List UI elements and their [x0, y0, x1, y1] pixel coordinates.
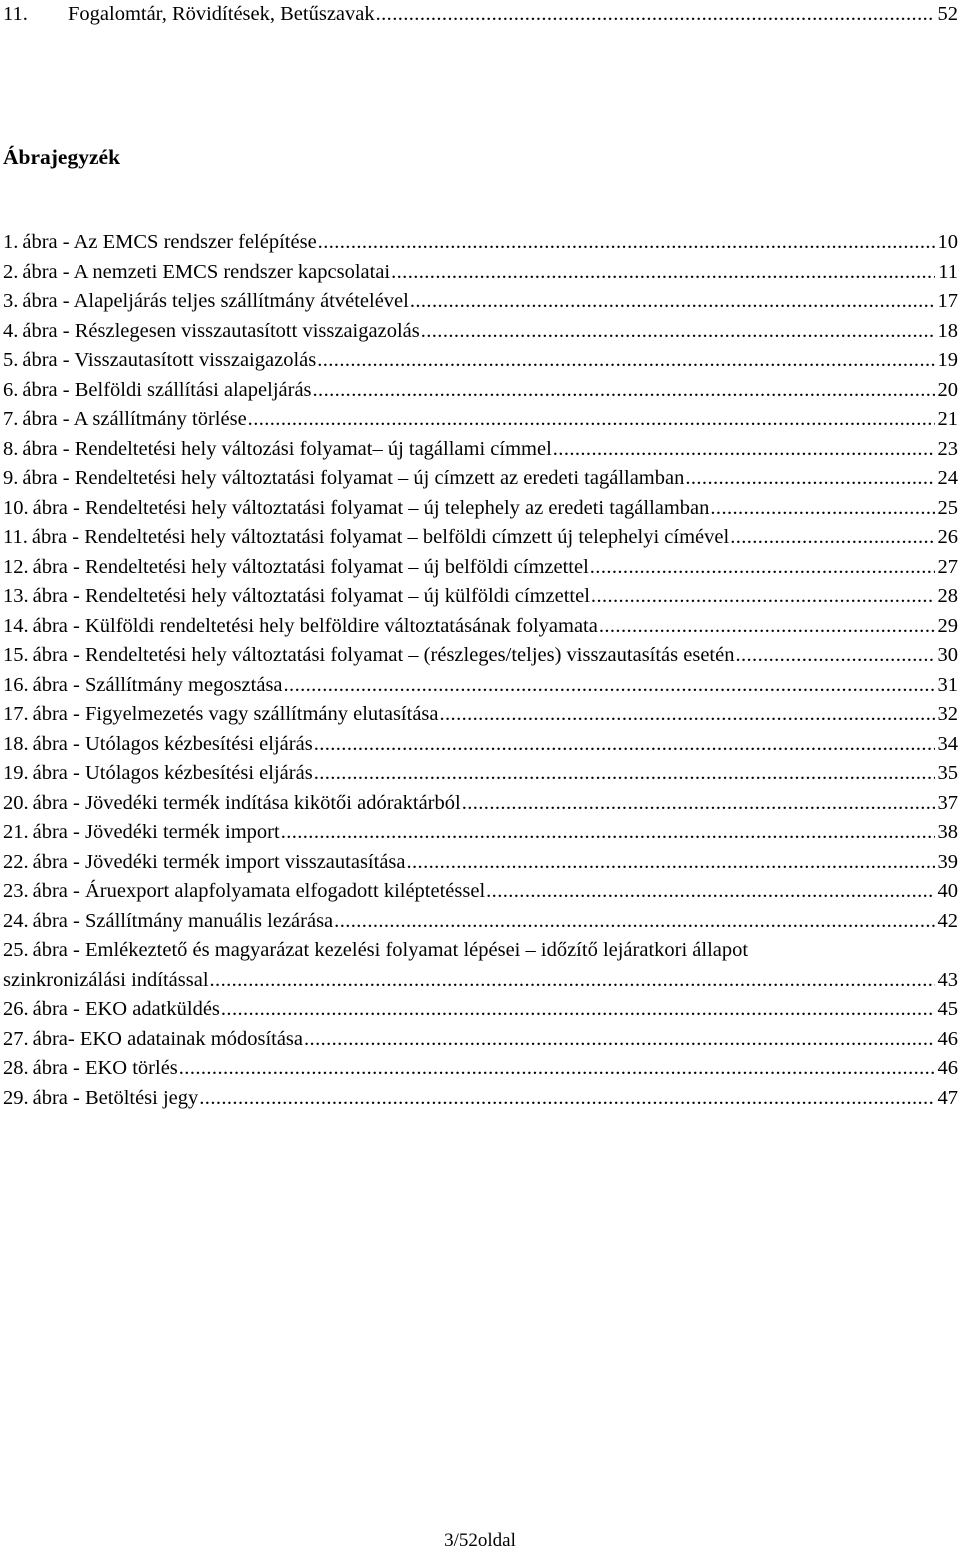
- figure-entry[interactable]: [3, 555, 958, 579]
- figure-page: 37: [937, 792, 958, 814]
- figure-title: ábra - Jövedéki termék import visszautasítása: [32, 851, 406, 873]
- figure-number: 5.: [3, 349, 19, 371]
- figure-title: ábra - Rendeltetési hely változási folyamat– új tagállami címmel: [22, 438, 552, 460]
- figure-title: ábra - Rendeltetési hely változtatási folyamat – új címzett az eredeti tagállamban: [22, 467, 685, 489]
- dot-leader: [313, 378, 935, 402]
- figure-entry[interactable]: [3, 525, 958, 549]
- dot-leader: [314, 732, 935, 756]
- figure-page: 31: [937, 674, 958, 696]
- figure-title: ábra - Utólagos kézbesítési eljárás: [32, 733, 313, 755]
- dot-leader: [281, 820, 935, 844]
- dot-leader: [304, 1027, 934, 1051]
- figure-entry[interactable]: [3, 407, 958, 431]
- dot-leader: [376, 2, 935, 26]
- figure-entry[interactable]: [3, 437, 958, 461]
- figure-entry[interactable]: [3, 702, 958, 726]
- figure-number: 26.: [3, 998, 29, 1020]
- figure-title: ábra - Betöltési jegy: [32, 1087, 199, 1109]
- dot-leader: [391, 260, 935, 284]
- figure-number: 23.: [3, 880, 29, 902]
- figure-number: 11.: [3, 526, 28, 548]
- figure-page: 18: [937, 320, 958, 342]
- figure-number: 10.: [3, 497, 29, 519]
- figure-page: 23: [937, 438, 958, 460]
- dot-leader: [735, 643, 934, 667]
- dot-leader: [730, 525, 934, 549]
- figure-number: 6.: [3, 379, 19, 401]
- figure-title: ábra - Belföldi szállítási alapeljárás: [22, 379, 312, 401]
- figure-entry[interactable]: [3, 820, 958, 844]
- figure-number: 16.: [3, 674, 29, 696]
- dot-leader: [462, 791, 935, 815]
- dot-leader: [284, 673, 935, 697]
- figure-page: 25: [937, 497, 958, 519]
- dot-leader: [599, 614, 935, 638]
- dot-leader: [486, 879, 934, 903]
- figure-number: 25.: [3, 939, 29, 961]
- figure-title: ábra- EKO adatainak módosítása: [32, 1028, 304, 1050]
- figure-page: 17: [937, 290, 958, 312]
- figure-number: 20.: [3, 792, 29, 814]
- dot-leader: [314, 761, 935, 785]
- figure-entry[interactable]: [3, 673, 958, 697]
- dot-leader: [685, 466, 934, 490]
- figure-entry[interactable]: [3, 1056, 958, 1080]
- figure-title: ábra - Jövedéki termék import: [32, 821, 280, 843]
- dot-leader: [318, 230, 935, 254]
- figure-title: ábra - Emlékeztető és magyarázat kezelési folyamat lépései – időzítő lejáratkori állapot: [32, 939, 749, 961]
- figure-number: 28.: [3, 1057, 29, 1079]
- figure-page: 43: [937, 969, 958, 991]
- dot-leader: [440, 702, 935, 726]
- figure-title: ábra - Rendeltetési hely változtatási folyamat – új külföldi címzettel: [32, 585, 590, 607]
- figure-entry[interactable]: [3, 584, 958, 608]
- figure-number: 12.: [3, 556, 29, 578]
- figure-entry[interactable]: [3, 643, 958, 667]
- dot-leader: [407, 850, 935, 874]
- toc-page: 52: [937, 3, 958, 25]
- figure-title: ábra - Rendeltetési hely változtatási folyamat – új telephely az eredeti tagállamban: [32, 497, 710, 519]
- figure-number: 22.: [3, 851, 29, 873]
- figure-number: 3.: [3, 290, 19, 312]
- figure-page: 46: [937, 1028, 958, 1050]
- figure-title: ábra - Részlegesen visszautasított visszaigazolás: [22, 320, 420, 342]
- figure-page: 19: [937, 349, 958, 371]
- figure-title: ábra - Alapeljárás teljes szállítmány átvételével: [22, 290, 409, 312]
- figure-page: 42: [937, 910, 958, 932]
- dot-leader: [710, 496, 934, 520]
- figure-number: 27.: [3, 1028, 29, 1050]
- figure-entry[interactable]: [3, 997, 958, 1021]
- figure-entry[interactable]: [3, 791, 958, 815]
- figure-number: 21.: [3, 821, 29, 843]
- dot-leader: [179, 1056, 935, 1080]
- figure-number: 2.: [3, 261, 19, 283]
- figure-entry[interactable]: [3, 614, 958, 638]
- figure-page: 34: [937, 733, 958, 755]
- figure-page: 40: [937, 880, 958, 902]
- dot-leader: [210, 968, 935, 992]
- figure-number: 18.: [3, 733, 29, 755]
- figure-number: 4.: [3, 320, 19, 342]
- figure-entry[interactable]: [3, 230, 958, 254]
- figure-page: 27: [937, 556, 958, 578]
- figure-page: 45: [937, 998, 958, 1020]
- dot-leader: [317, 348, 934, 372]
- figure-page: 32: [937, 703, 958, 725]
- figure-page: 28: [937, 585, 958, 607]
- figure-page: 47: [937, 1087, 958, 1109]
- figure-entry[interactable]: [3, 466, 958, 490]
- figure-entry[interactable]: [3, 1086, 958, 1110]
- figure-title: ábra - Áruexport alapfolyamata elfogadott kiléptetéssel: [32, 880, 486, 902]
- figure-page: 30: [937, 644, 958, 666]
- figures-heading: Ábrajegyzék: [3, 145, 121, 169]
- figure-entry[interactable]: [3, 1027, 958, 1051]
- dot-leader: [199, 1086, 934, 1110]
- figure-entry[interactable]: [3, 289, 958, 313]
- figure-title: ábra - Szállítmány megosztása: [32, 674, 283, 696]
- figure-number: 14.: [3, 615, 29, 637]
- dot-leader: [421, 319, 935, 343]
- dot-leader: [410, 289, 935, 313]
- figure-page: 11: [938, 261, 958, 283]
- figure-number: 7.: [3, 408, 19, 430]
- figure-title: ábra - EKO adatküldés: [32, 998, 220, 1020]
- figure-page: 20: [937, 379, 958, 401]
- toc-top-entry[interactable]: [3, 2, 958, 26]
- figure-title: ábra - Figyelmezetés vagy szállítmány elutasítása: [32, 703, 439, 725]
- figure-page: 26: [937, 526, 958, 548]
- dot-leader: [334, 909, 934, 933]
- figure-title: ábra - EKO törlés: [32, 1057, 178, 1079]
- figure-number: 29.: [3, 1087, 29, 1109]
- figure-entry[interactable]: [3, 732, 958, 756]
- figure-title: ábra - A nemzeti EMCS rendszer kapcsolatai: [22, 261, 391, 283]
- figure-title: ábra - Rendeltetési hely változtatási folyamat – belföldi címzett új telephelyi címével: [31, 526, 730, 548]
- figure-entry[interactable]: [3, 496, 958, 520]
- figure-number: 8.: [3, 438, 19, 460]
- toc-title: Fogalomtár, Rövidítések, Betűszavak: [68, 3, 375, 25]
- figure-entry[interactable]: [3, 260, 958, 284]
- figure-number: 13.: [3, 585, 29, 607]
- figure-title: ábra - Utólagos kézbesítési eljárás: [32, 762, 313, 784]
- figure-title: ábra - Rendeltetési hely változtatási folyamat – új belföldi címzettel: [32, 556, 589, 578]
- dot-leader: [248, 407, 935, 431]
- toc-number: 11.: [3, 3, 28, 25]
- figure-entry-line2[interactable]: [3, 968, 958, 992]
- figure-number: 19.: [3, 762, 29, 784]
- figure-entry[interactable]: [3, 879, 958, 903]
- figure-entry[interactable]: [3, 378, 958, 402]
- figure-entry-line1[interactable]: [3, 938, 958, 962]
- dot-leader: [221, 997, 935, 1021]
- figure-page: 29: [937, 615, 958, 637]
- figure-title: ábra - Rendeltetési hely változtatási folyamat – (részleges/teljes) visszautasítás esetén: [32, 644, 735, 666]
- dot-leader: [591, 584, 935, 608]
- figure-number: 9.: [3, 467, 19, 489]
- figure-page: 10: [937, 231, 958, 253]
- figure-page: 21: [937, 408, 958, 430]
- figure-number: 24.: [3, 910, 29, 932]
- figure-number: 17.: [3, 703, 29, 725]
- figure-title: ábra - A szállítmány törlése: [22, 408, 247, 430]
- figure-entry[interactable]: [3, 761, 958, 785]
- figure-title: ábra - Külföldi rendeltetési hely belföldire változtatásának folyamata: [32, 615, 598, 637]
- figure-title: ábra - Az EMCS rendszer felépítése: [22, 231, 317, 253]
- figure-page: 39: [937, 851, 958, 873]
- figure-title: ábra - Szállítmány manuális lezárása: [32, 910, 334, 932]
- figure-title-continued: szinkronizálási indítással: [3, 969, 209, 991]
- figure-title: ábra - Jövedéki termék indítása kikötői adóraktárból: [32, 792, 461, 814]
- figure-number: 15.: [3, 644, 29, 666]
- figure-page: 35: [937, 762, 958, 784]
- dot-leader: [590, 555, 935, 579]
- figure-entry[interactable]: [3, 319, 958, 343]
- figure-page: 46: [937, 1057, 958, 1079]
- figure-entry[interactable]: [3, 909, 958, 933]
- figure-entry[interactable]: [3, 850, 958, 874]
- figure-page: 24: [937, 467, 958, 489]
- figure-entry[interactable]: [3, 348, 958, 372]
- figure-page: 38: [937, 821, 958, 843]
- page-footer: 3/52oldal: [444, 1530, 516, 1551]
- figure-number: 1.: [3, 231, 19, 253]
- figure-title: ábra - Visszautasított visszaigazolás: [22, 349, 317, 371]
- dot-leader: [553, 437, 935, 461]
